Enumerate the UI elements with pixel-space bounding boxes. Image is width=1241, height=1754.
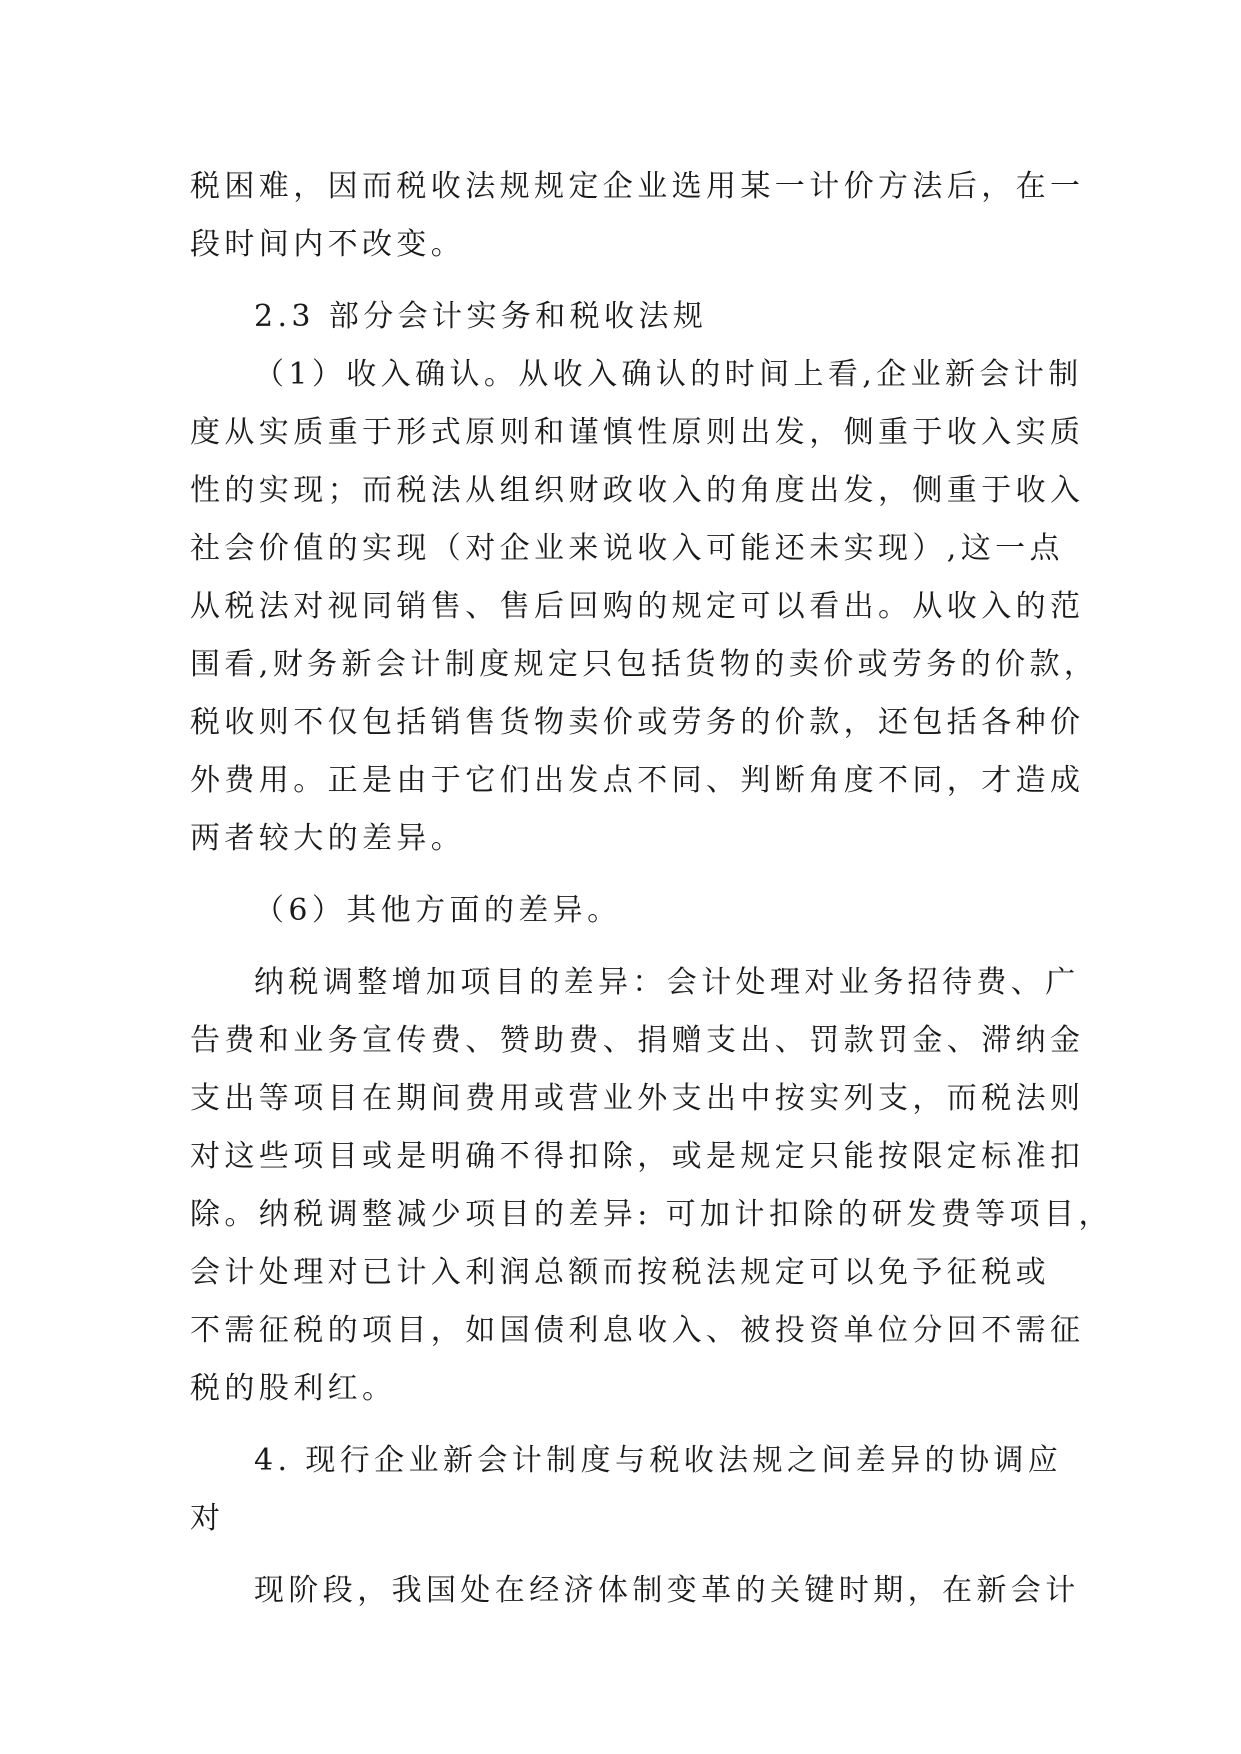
text-line: 税的股利红。 (190, 1371, 397, 1406)
section-heading: 4. 现行企业新会计制度与税收法规之间差异的协调应 (254, 1443, 1063, 1478)
section-heading: 2.3 部分会计实务和税收法规 (254, 299, 708, 334)
text-line: 现阶段，我国处在经济体制变革的关键时期，在新会计 (254, 1573, 1080, 1608)
body-text (190, 158, 1113, 1620)
text-line: 对这些项目或是明确不得扣除，或是规定只能按限定标准扣 (190, 1139, 1085, 1174)
text-line: 税困难，因而税收法规规定企业选用某一计价方法后，在一 (190, 169, 1085, 204)
text-line: 支出等项目在期间费用或营业外支出中按实列支，而税法则 (190, 1081, 1085, 1116)
text-line: （1）收入确认。从收入确认的时间上看,企业新会计制 (254, 357, 1083, 392)
text-line: 外费用。正是由于它们出发点不同、判断角度不同，才造成 (190, 763, 1085, 798)
text-line: 会计处理对已计入利润总额而按税法规定可以免予征税或 (190, 1255, 1050, 1290)
text-line: 两者较大的差异。 (190, 821, 466, 856)
text-line: 税收则不仅包括销售货物卖价或劳务的价款，还包括各种价 (190, 705, 1085, 740)
text-line: 从税法对视同销售、售后回购的规定可以看出。从收入的范 (190, 589, 1085, 624)
text-line: 除。纳税调整减少项目的差异: 可加计扣除的研发费等项目， (190, 1197, 1113, 1232)
text-line: 段时间内不改变。 (190, 227, 466, 262)
text-line: 围看,财务新会计制度规定只包括货物的卖价或劳务的价款， (190, 647, 1099, 682)
text-line: 对 (190, 1501, 225, 1536)
text-line: 社会价值的实现（对企业来说收入可能还未实现）,这一点 (190, 531, 1064, 566)
text-line: （6）其他方面的差异。 (254, 893, 622, 928)
text-line: 度从实质重于形式原则和谨慎性原则出发，侧重于收入实质 (190, 415, 1085, 450)
text-line: 告费和业务宣传费、赞助费、捐赠支出、罚款罚金、滞纳金 (190, 1023, 1085, 1058)
text-line: 纳税调整增加项目的差异：会计处理对业务招待费、广 (254, 965, 1080, 1000)
text-line: 不需征税的项目，如国债利息收入、被投资单位分回不需征 (190, 1313, 1085, 1348)
text-line: 性的实现；而税法从组织财政收入的角度出发，侧重于收入 (190, 473, 1085, 508)
